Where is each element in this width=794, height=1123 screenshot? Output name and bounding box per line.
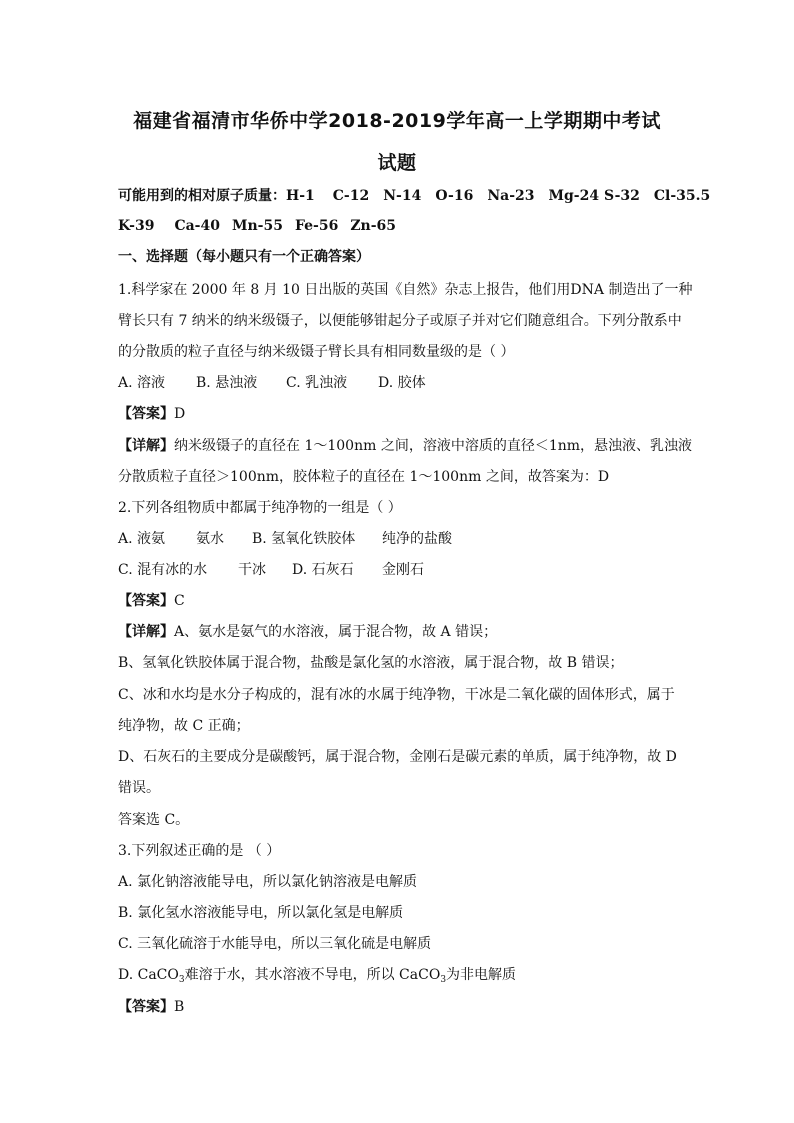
q3-option-d [118,965,678,985]
q3-option-d-part-2: 难溶于水，其水溶液不导电，所以 CaCO [184,967,441,983]
q2-option-a-2: 氨水 [196,531,224,547]
mass-mn: Mn-55 [231,218,283,234]
mass-na: Na-23 [487,188,535,204]
detail-text: A、氨水是氨气的水溶液，属于混合物，故 A 错误； [174,624,498,640]
mass-n: N-14 [383,188,422,204]
q1-option-a: A. 溶液 [118,375,166,391]
q2-option-c: C. 混有冰的水 [118,562,208,578]
q1-detail-line-2: 分散质粒子直径＞100nm，胶体粒子的直径在 1～100nm 之间，故答案为：D [118,469,610,485]
q1-stem-line-1: 1.科学家在 2000 年 8 月 10 日出版的英国《自然》杂志上报告，他们用DNA 制造出了一种 [118,282,693,298]
detail-label: 【详解】 [118,624,174,640]
mass-h: H-1 [286,188,315,204]
answer-label: 【答案】 [118,999,174,1015]
q3-stem: 3.下列叙述正确的是 （ ） [118,843,281,859]
answer-label: 【答案】 [118,406,174,422]
q1-detail-line-1 [118,436,693,456]
q2-options-row-1 [118,529,678,549]
detail-text: 纳米级镊子的直径在 1～100nm 之间，溶液中溶质的直径＜1nm，悬浊液、乳浊液 [174,438,693,454]
section-heading: 一、选择题（每小题只有一个正确答案） [118,249,370,265]
document-title: 福建省福清市华侨中学2018-2019学年高一上学期期中考试 [133,110,661,132]
q3-option-c: C. 三氧化硫溶于水能导电，所以三氧化硫是电解质 [118,936,432,952]
q1-option-c: C. 乳浊液 [286,375,348,391]
detail-label: 【详解】 [118,438,174,454]
q1-stem-line-2: 臂长只有 7 纳米的纳米级镊子，以便能够钳起分子或原子并对它们随意组合。下列分散系中 [118,313,682,329]
answer-label: 【答案】 [118,593,174,609]
document-title-continued: 试题 [377,152,417,174]
q2-option-d-2: 金刚石 [382,562,424,578]
q2-option-a: A. 液氨 [118,531,166,547]
q2-detail-line-3: C、冰和水均是水分子构成的，混有冰的水属于纯净物，干冰是二氧化碳的固体形式，属于 [118,687,675,703]
mass-zn: Zn-65 [350,218,397,234]
q3-option-d-subscript-2: 3 [440,975,447,985]
mass-fe: Fe-56 [294,218,339,234]
q1-answer [118,404,678,424]
mass-ca: Ca-40 [174,218,220,234]
mass-o: O-16 [435,188,474,204]
q1-stem-line-3: 的分散质的粒子直径与纳米级镊子臂长具有相同数量级的是（ ） [118,344,515,360]
q3-option-a: A. 氯化钠溶液能导电，所以氯化钠溶液是电解质 [118,874,418,890]
q2-detail-line-5: D、石灰石的主要成分是碳酸钙，属于混合物，金刚石是碳元素的单质，属于纯净物，故 D [118,749,677,765]
mass-cl: Cl-35.5 [653,188,711,204]
q2-detail-line-6: 错误。 [118,780,160,796]
q2-option-c-2: 干冰 [238,562,266,578]
answer-value: D [174,406,186,422]
answer-value: C [174,593,185,609]
q2-stem: 2.下列各组物质中都属于纯净物的一组是（ ） [118,500,402,516]
q2-detail-line-1 [118,622,678,642]
q3-option-d-subscript-1: 3 [178,975,185,985]
q2-detail-line-4: 纯净物，故 C 正确； [118,718,250,734]
q2-answer [118,591,678,611]
q2-options-row-2 [118,560,678,580]
mass-k: K-39 [118,218,155,234]
q2-detail-line-2: B、氢氧化铁胶体属于混合物，盐酸是氯化氢的水溶液，属于混合物，故 B 错误； [118,655,624,671]
q1-option-b: B. 悬浊液 [196,375,258,391]
q3-option-d-part-1: D. CaCO [118,967,179,983]
q3-option-b: B. 氯化氢水溶液能导电，所以氯化氢是电解质 [118,905,404,921]
answer-value: B [174,999,185,1015]
atomic-mass-label: 可能用到的相对原子质量： [118,188,286,204]
q3-answer [118,997,678,1017]
q2-detail-line-7: 答案选 C。 [118,812,190,828]
q2-option-b-2: 纯净的盐酸 [382,531,452,547]
mass-c: C-12 [332,188,370,204]
atomic-mass-row-1 [118,186,711,206]
mass-mg-s: Mg-24 S-32 [548,188,640,204]
q1-option-d: D. 胶体 [378,375,426,391]
q3-option-d-part-3: 为非电解质 [446,967,517,983]
q2-option-b: B. 氢氧化铁胶体 [252,531,356,547]
q2-option-d: D. 石灰石 [292,562,354,578]
q1-options [118,373,678,393]
atomic-mass-row-2 [118,216,678,236]
